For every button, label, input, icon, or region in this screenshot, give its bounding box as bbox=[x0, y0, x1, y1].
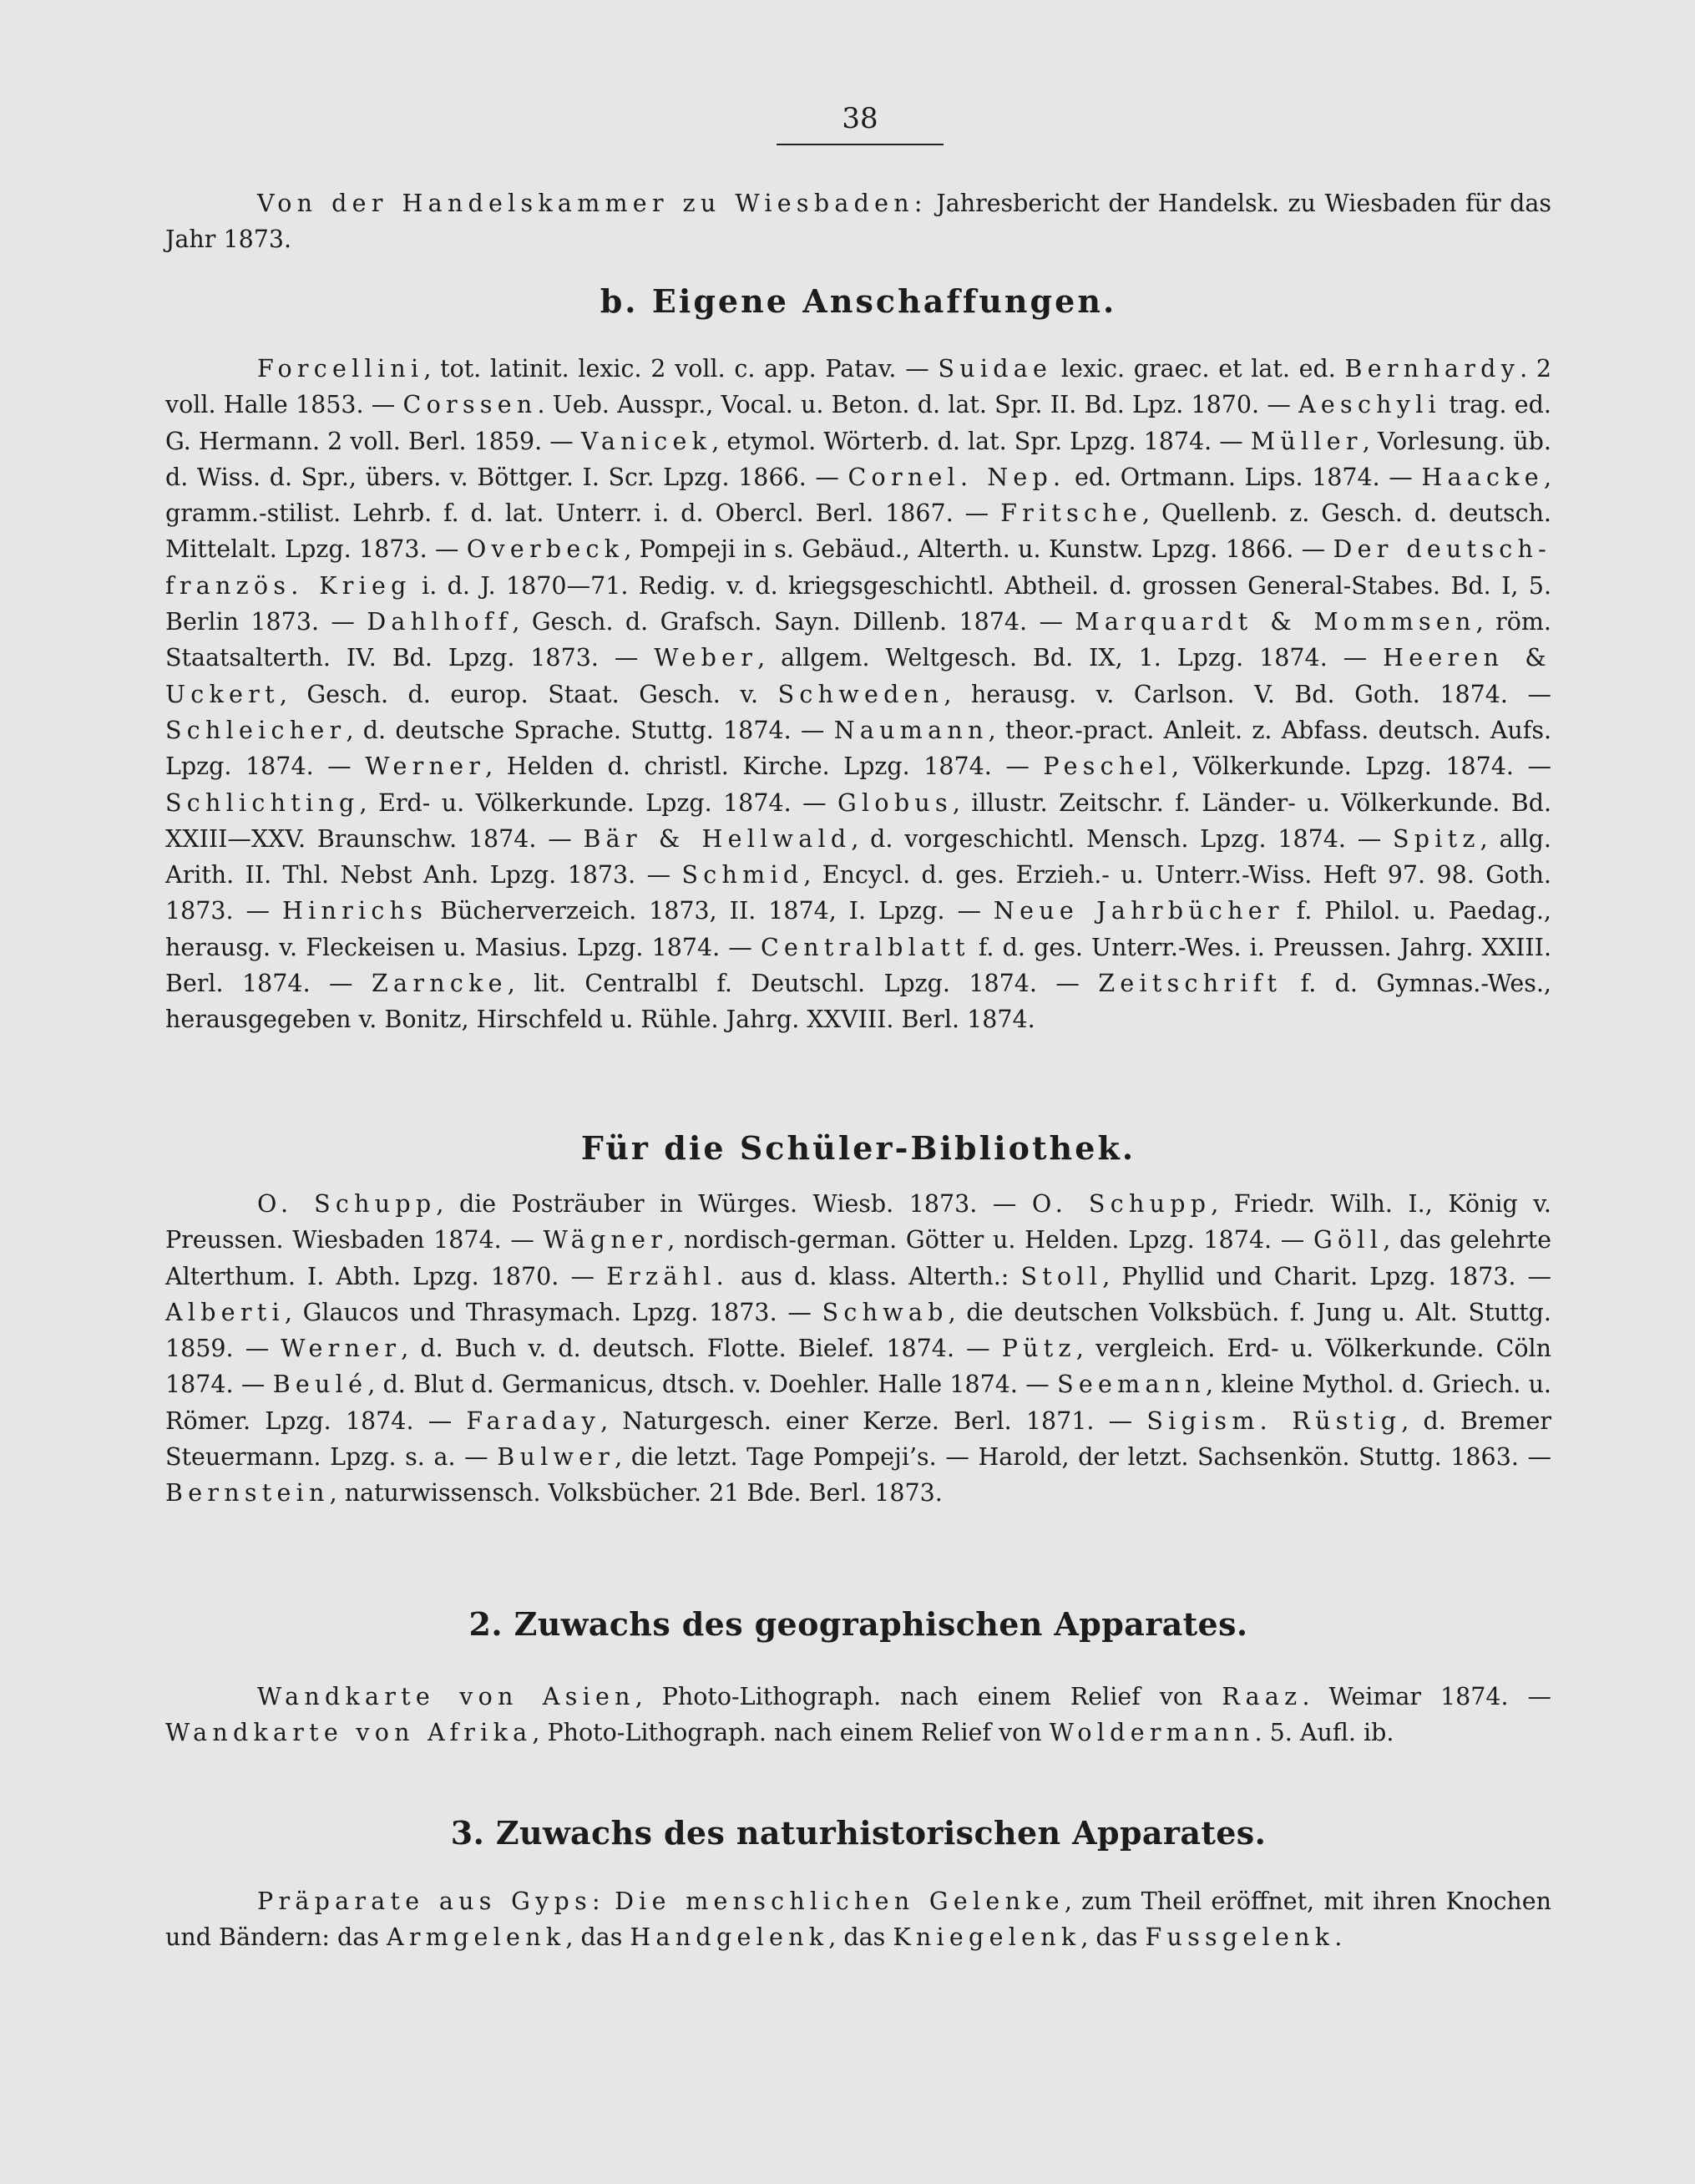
entry-text: , herausg. v. Carlson. V. Bd. Goth. 1874. — bbox=[944, 680, 1551, 708]
spaced-name: O. Schupp bbox=[257, 1190, 437, 1218]
entry-text: , kleine Mythol. d. Griech. u. Römer. Lpzg. 1874. — bbox=[165, 1371, 1551, 1435]
entry-text: , Gesch. d. Grafsch. Sayn. Dillenb. 1874. — bbox=[512, 608, 1075, 636]
spaced-name: Armgelenk bbox=[386, 1923, 566, 1952]
entry-text: , Naturgesch. einer Kerze. Berl. 1871. — bbox=[600, 1406, 1147, 1435]
entry-text: , die deutschen Volksbüch. f. Jung u. Alt. Stuttg. 1859. — bbox=[165, 1298, 1551, 1363]
entry-text: , naturwissensch. Volksbücher. 21 Bde. Berl. 1873. bbox=[329, 1479, 943, 1508]
spaced-name: Haacke bbox=[1421, 463, 1544, 491]
spaced-name: Stoll bbox=[1020, 1262, 1103, 1290]
spaced-name: Forcellini bbox=[257, 355, 424, 383]
spaced-name: Neue Jahrbücher bbox=[993, 897, 1284, 925]
geographisch-list bbox=[165, 1679, 1551, 1751]
entry-text: ed. Ortmann. Lips. 1874. — bbox=[1065, 463, 1422, 491]
spaced-name: Pütz bbox=[1001, 1335, 1076, 1363]
spaced-name: Weber bbox=[654, 644, 758, 672]
spaced-name: O. Schupp bbox=[1031, 1190, 1212, 1218]
entry-text: , das bbox=[565, 1923, 630, 1952]
spaced-name: Zarncke bbox=[371, 970, 508, 998]
spaced-name: Faraday bbox=[466, 1406, 601, 1435]
spaced-name: Peschel bbox=[1043, 752, 1171, 781]
entry-text: , gramm.-stilist. Lehrb. f. d. lat. Unterr. i. d. Obercl. Berl. 1867. — bbox=[165, 463, 1551, 528]
spaced-name: Spitz bbox=[1392, 824, 1480, 853]
spaced-name: Corssen bbox=[402, 391, 538, 419]
donor-name: Von der Handelskammer zu Wiesbaden: bbox=[257, 190, 928, 217]
spaced-name: Raaz bbox=[1222, 1683, 1303, 1710]
spaced-name: Fussgelenk bbox=[1145, 1923, 1335, 1952]
entry-text: f. Philol. u. Paedag., herausg. v. Fleckeisen u. Masius. Lpzg. 1874. — bbox=[165, 897, 1551, 961]
entry-text: , lit. Centralbl f. Deutschl. Lpzg. 1874. — bbox=[507, 970, 1099, 998]
spaced-name: Wägner bbox=[543, 1226, 668, 1254]
spaced-name: Fritsche bbox=[1000, 499, 1143, 528]
entry-text: i. d. J. 1870—71. Redig. v. d. kriegsgeschichtl. Abtheil. d. grossen General-Stabes. Bd. I, 5. Berlin 1873. — bbox=[165, 571, 1552, 636]
spaced-name: Schlichting bbox=[165, 788, 360, 817]
spaced-name: Cornel. Nep. bbox=[848, 463, 1066, 491]
entry-text: , zum Theil eröffnet, mit ihren Knochen und Bändern: das bbox=[165, 1888, 1551, 1952]
entry-text: . Weimar 1874. — bbox=[1302, 1683, 1551, 1710]
spaced-name: Müller bbox=[1250, 427, 1363, 455]
section-heading-naturhistorisch: 3. Zuwachs des naturhistorischen Apparates. bbox=[450, 1814, 1267, 1852]
entry-text: . bbox=[1334, 1923, 1343, 1952]
entry-text: , Pompeji in s. Gebäud., Alterth. u. Kunstw. Lpzg. 1866. — bbox=[624, 535, 1333, 564]
spaced-name: Die menschlichen Gelenke bbox=[615, 1888, 1065, 1915]
entry-text: , Vorlesung. üb. d. Wiss. d. Spr., übers. v. Böttger. I. Scr. Lpzg. 1866. — bbox=[165, 427, 1551, 491]
spaced-name: Woldermann bbox=[1049, 1719, 1255, 1747]
entry-text: f. d. ges. Unterr.-Wes. i. Preussen. Jahrg. XXIII. Berl. 1874. — bbox=[165, 933, 1552, 998]
spaced-name: Globus bbox=[837, 788, 953, 817]
entry-text: , Helden d. christl. Kirche. Lpzg. 1874. — bbox=[485, 752, 1044, 781]
section-heading-geographisch: 2. Zuwachs des geographischen Apparates. bbox=[468, 1605, 1248, 1643]
spaced-name: Präparate aus Gyps: bbox=[257, 1888, 605, 1915]
spaced-name: Göll bbox=[1313, 1226, 1384, 1254]
spaced-name: Aeschyli bbox=[1298, 391, 1441, 419]
entry-text: aus d. klass. Alterth.: bbox=[728, 1262, 1021, 1290]
entry-text: , das bbox=[1080, 1923, 1146, 1952]
entry-text: , vergleich. Erd- u. Völkerkunde. Cöln 1874. — bbox=[165, 1335, 1551, 1399]
entry-text: trag. ed. G. Hermann. 2 voll. Berl. 1859. — bbox=[165, 391, 1551, 455]
entry-text: , d. Bremer Steuermann. Lpzg. s. a. — bbox=[165, 1406, 1551, 1472]
handelskammer-entry bbox=[165, 185, 1551, 258]
entry-text: . 5. Aufl. ib. bbox=[1254, 1719, 1394, 1747]
entry-text: Bücherverzeich. 1873, II. 1874, I. Lpzg. — bbox=[428, 897, 994, 925]
spaced-name: Hinrichs bbox=[282, 897, 428, 925]
entry-text: , das bbox=[828, 1923, 893, 1952]
page-number: 38 bbox=[842, 102, 878, 135]
entry-text: , tot. latinit. lexic. 2 voll. c. app. Patav. — bbox=[423, 355, 939, 383]
naturhistorisch-list bbox=[165, 1883, 1551, 1956]
entry-text: , Photo-Lithograph. nach einem Relief von bbox=[532, 1719, 1050, 1747]
schueler-bibliothek-list bbox=[165, 1186, 1551, 1512]
entry-text: , allg. Arith. II. Thl. Nebst Anh. Lpzg. 1873. — bbox=[165, 824, 1551, 889]
spaced-name: Kniegelenk bbox=[893, 1923, 1081, 1952]
spaced-name: Zeitschrift bbox=[1098, 970, 1283, 998]
spaced-name: Schmid bbox=[681, 861, 804, 889]
entry-text: , Quellenb. z. Gesch. d. deutsch. Mittelalt. Lpzg. 1873. — bbox=[165, 499, 1551, 564]
entry-text bbox=[605, 1888, 615, 1915]
spaced-name: Werner bbox=[365, 752, 486, 781]
entry-text: , Völkerkunde. Lpzg. 1874. — bbox=[1171, 752, 1551, 781]
spaced-name: Schwab bbox=[822, 1298, 949, 1326]
spaced-name: Beulé bbox=[272, 1371, 368, 1399]
section-heading-eigene: b. Eigene Anschaffungen. bbox=[600, 282, 1117, 320]
spaced-name: Wandkarte von Afrika bbox=[165, 1719, 533, 1747]
spaced-name: Schleicher bbox=[165, 716, 347, 744]
page-number-rule bbox=[777, 144, 944, 145]
entry-text: , Friedr. Wilh. I., König v. Preussen. Wiesbaden 1874. — bbox=[165, 1190, 1551, 1254]
spaced-name: Suidae bbox=[938, 355, 1053, 383]
entry-text: , Gesch. d. europ. Staat. Gesch. v. bbox=[279, 680, 778, 708]
entry-text: , Phyllid und Charit. Lpzg. 1873. — bbox=[1102, 1262, 1551, 1290]
entry-text: , d. Buch v. d. deutsch. Flotte. Bielef. 1874. — bbox=[401, 1335, 1002, 1363]
spaced-name: Handgelenk bbox=[630, 1923, 829, 1952]
entry-text: , allgem. Weltgesch. Bd. IX, 1. Lpzg. 1874. — bbox=[757, 644, 1384, 672]
entry-text: , illustr. Zeitschr. f. Länder- u. Völkerkunde. Bd. XXIII—XXV. Braunschw. 1874. — bbox=[165, 788, 1552, 853]
spaced-name: Naumann bbox=[833, 716, 989, 744]
entry-text: , d. vorgeschichtl. Mensch. Lpzg. 1874. — bbox=[851, 824, 1393, 853]
entry-text: , d. deutsche Sprache. Stuttg. 1874. — bbox=[346, 716, 834, 744]
spaced-name: Bulwer bbox=[497, 1443, 615, 1472]
entry-text: , die letzt. Tage Pompeji’s. — Harold, der letzt. Sachsenkön. Stuttg. 1863. — bbox=[615, 1443, 1551, 1472]
spaced-name: Marquardt & Mommsen bbox=[1075, 608, 1476, 636]
donor-item: Jahresbericht der Handelsk. zu Wiesbaden für das Jahr 1873. bbox=[165, 190, 1552, 254]
entry-text: , die Posträuber in Würges. Wiesb. 1873. — bbox=[436, 1190, 1032, 1218]
spaced-name: Centralblatt bbox=[760, 933, 970, 961]
entry-text: , Glaucos und Thrasymach. Lpzg. 1873. — bbox=[284, 1298, 822, 1326]
spaced-name: Erzähl. bbox=[606, 1262, 729, 1290]
spaced-name: Bernhardy bbox=[1344, 355, 1520, 383]
entry-text: , etymol. Wörterb. d. lat. Spr. Lpzg. 1874. — bbox=[711, 427, 1251, 455]
spaced-name: Heeren & Uckert bbox=[165, 644, 1551, 708]
entry-text: , Erd- u. Völkerkunde. Lpzg. 1874. — bbox=[359, 788, 837, 817]
entry-text: . 2 voll. Halle 1853. — bbox=[165, 355, 1551, 419]
spaced-name: Sigism. Rüstig bbox=[1146, 1406, 1402, 1435]
spaced-name: Wandkarte von Asien bbox=[257, 1683, 635, 1710]
entry-text: . Ueb. Ausspr., Vocal. u. Beton. d. lat. Spr. II. Bd. Lpz. 1870. — bbox=[537, 391, 1299, 419]
entry-text: , d. Blut d. Germanicus, dtsch. v. Doehler. Halle 1874. — bbox=[367, 1371, 1058, 1399]
spaced-name: Dahlhoff bbox=[367, 608, 513, 636]
entry-text: , Photo-Lithograph. nach einem Relief von bbox=[635, 1683, 1222, 1710]
spaced-name: Overbeck bbox=[466, 535, 625, 564]
entry-text: , Encycl. d. ges. Erzieh.- u. Unterr.-Wiss. Heft 97. 98. Goth. 1873. — bbox=[165, 861, 1551, 925]
spaced-name: Vanicek bbox=[580, 427, 712, 455]
spaced-name: Bernstein bbox=[165, 1479, 330, 1508]
entry-text: , theor.-pract. Anleit. z. Abfass. deutsch. Aufs. Lpzg. 1874. — bbox=[165, 716, 1551, 781]
spaced-name: Der deutsch-französ. Krieg bbox=[165, 535, 1551, 600]
spaced-name: Werner bbox=[281, 1335, 402, 1363]
entry-text: , nordisch-german. Götter u. Helden. Lpzg. 1874. — bbox=[667, 1226, 1313, 1254]
entry-text: , das gelehrte Alterthum. I. Abth. Lpzg. 1870. — bbox=[165, 1226, 1551, 1290]
eigene-anschaffungen-list bbox=[165, 351, 1551, 1038]
spaced-name: Seemann bbox=[1057, 1371, 1206, 1399]
entry-text: , röm. Staatsalterth. IV. Bd. Lpzg. 1873. — bbox=[165, 608, 1551, 672]
entry-text: lexic. graec. et lat. ed. bbox=[1052, 355, 1345, 383]
spaced-name: Bär & Hellwald bbox=[583, 824, 852, 853]
section-heading-schueler: Für die Schüler-Bibliothek. bbox=[580, 1129, 1136, 1167]
entry-text: f. d. Gymnas.-Wes., herausgegeben v. Bonitz, Hirschfeld u. Rühle. Jahrg. XXVIII. Berl. 1874. bbox=[165, 970, 1551, 1034]
spaced-name: Alberti bbox=[165, 1298, 285, 1326]
spaced-name: Schweden bbox=[777, 680, 944, 708]
